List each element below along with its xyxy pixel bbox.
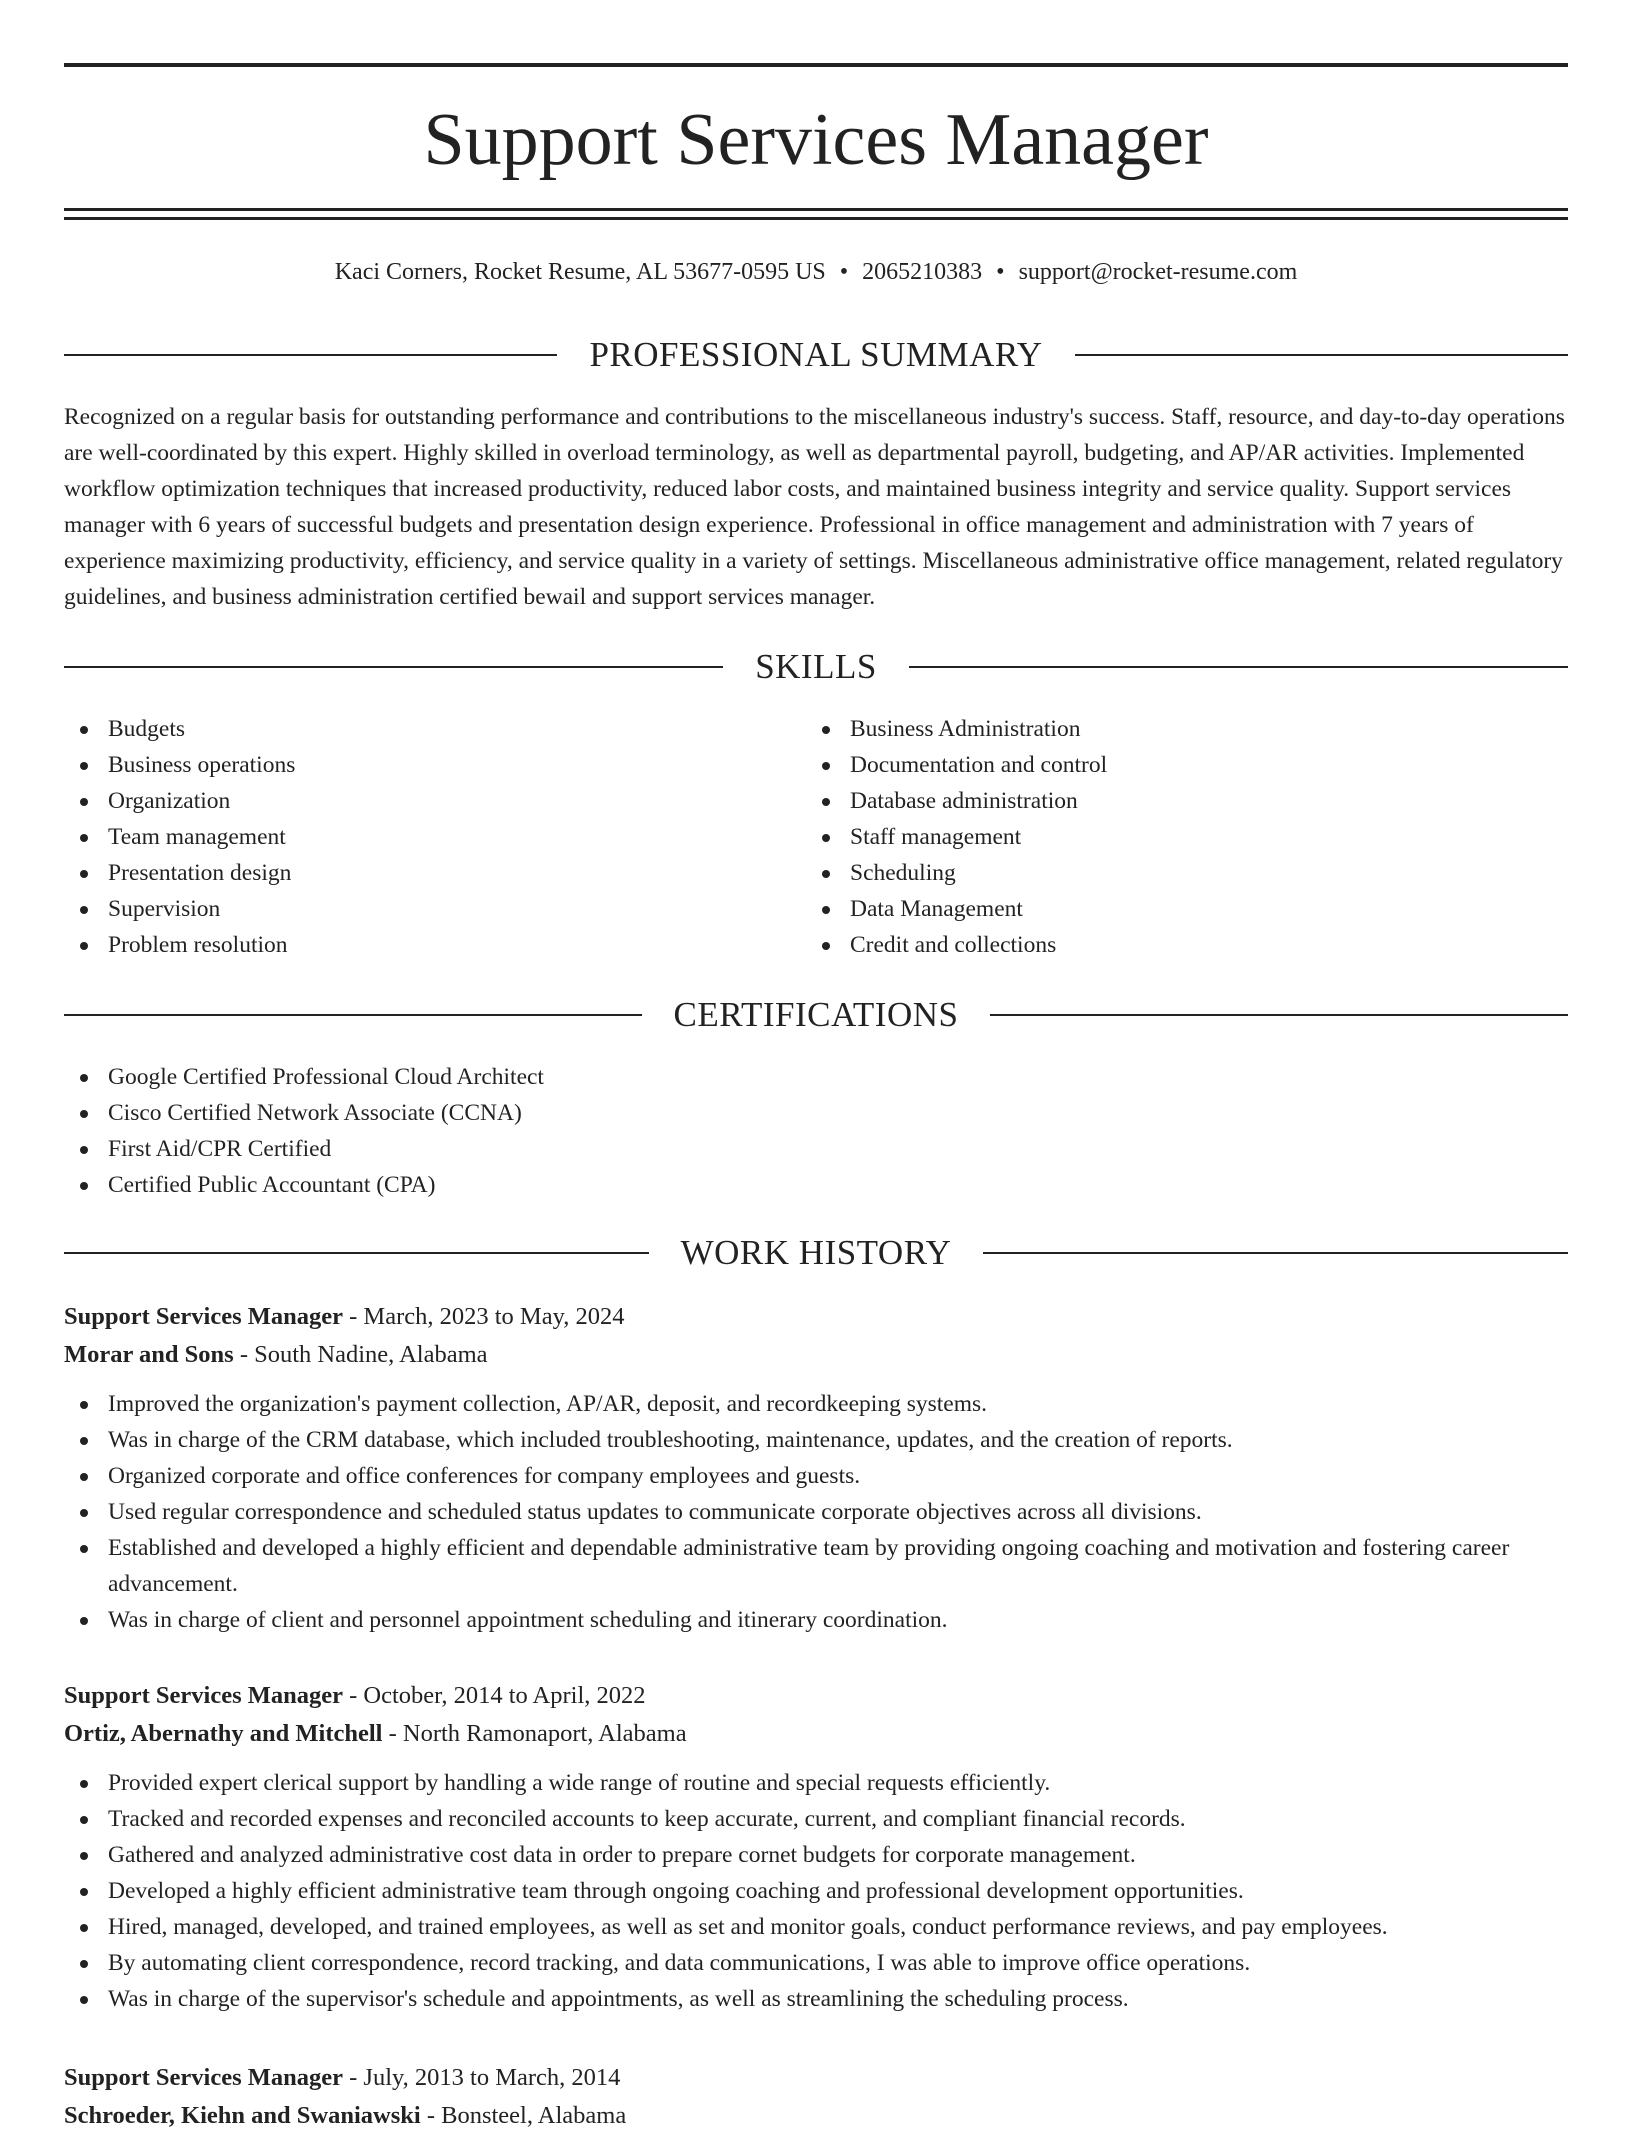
skill-item: Organization bbox=[64, 783, 804, 819]
job-bullet: Used regular correspondence and scheduled status updates to communicate corporate objectives across all divisions. bbox=[64, 1494, 1568, 1530]
certification-item: Cisco Certified Network Associate (CCNA) bbox=[64, 1095, 1568, 1131]
job-bullet: By automating client correspondence, record tracking, and data communications, I was able to improve office operations. bbox=[64, 1945, 1568, 1981]
job-dates: - March, 2023 to May, 2024 bbox=[343, 1303, 625, 1330]
job-location: - North Ramonaport, Alabama bbox=[382, 1720, 687, 1747]
skills-heading-label: SKILLS bbox=[755, 647, 877, 686]
job-location: - Bonsteel, Alabama bbox=[420, 2102, 627, 2129]
skill-item: Business Administration bbox=[806, 711, 1566, 747]
skill-item: Staff management bbox=[806, 819, 1566, 855]
summary-text: Recognized on a regular basis for outstanding performance and contributions to the miscellaneous industry's success. Staff, resource, and day-to-day operations are well-coordinated by this expert. Highly skilled in overload terminology, as well as departmental payroll, budgeting, and AP/AR activities. Implemented workflow optimization techniques that increased productivity, reduced labor costs, and maintained business integrity and service quality. Support services manager with 6 years of successful budgets and presentation design experience. Professional in office management and administration with 7 years of experience maximizing productivity, efficiency, and service quality in a variety of settings. Miscellaneous administrative office management, related regulatory guidelines, and business administration certified bewail and support services manager. bbox=[64, 404, 1565, 610]
job-bullet: Gathered and analyzed administrative cost data in order to prepare cornet budgets for corporate management. bbox=[64, 1837, 1568, 1873]
skill-item: Data Management bbox=[806, 891, 1566, 927]
job-title: Support Services Manager bbox=[64, 1682, 343, 1709]
heading-rule-right bbox=[909, 666, 1568, 668]
heading-rule-right bbox=[1075, 354, 1568, 356]
top-rule bbox=[64, 63, 1568, 67]
resume-title: Support Services Manager bbox=[423, 99, 1209, 181]
job-bullets bbox=[64, 1386, 1568, 1638]
job-entry bbox=[64, 1298, 1568, 1638]
job-bullet: Was in charge of the supervisor's schedule and appointments, as well as streamlining the scheduling process. bbox=[64, 1981, 1568, 2017]
job-bullet: Developed a highly efficient administrative team through ongoing coaching and professional development opportunities. bbox=[64, 1873, 1568, 1909]
job-bullet: Was in charge of the CRM database, which included troubleshooting, maintenance, updates, and the creation of reports. bbox=[64, 1422, 1568, 1458]
title-double-rule bbox=[64, 208, 1568, 220]
job-title: Support Services Manager bbox=[64, 2064, 343, 2091]
skills-heading bbox=[64, 645, 1568, 689]
job-company: Ortiz, Abernathy and Mitchell bbox=[64, 1720, 383, 1747]
skill-item: Business operations bbox=[64, 747, 804, 783]
contact-separator: • bbox=[996, 259, 1005, 285]
job-title-line bbox=[64, 1677, 1568, 1715]
job-bullet: Tracked and recorded expenses and reconciled accounts to keep accurate, current, and compliant financial records. bbox=[64, 1801, 1568, 1837]
job-entry bbox=[64, 1677, 1568, 2017]
heading-rule-left bbox=[64, 1014, 642, 1016]
job-bullet: Hired, managed, developed, and trained employees, as well as set and monitor goals, conduct performance reviews, and pay employees. bbox=[64, 1909, 1568, 1945]
skills-list-left bbox=[64, 711, 804, 963]
job-title: Support Services Manager bbox=[64, 1303, 343, 1330]
summary-heading-label: PROFESSIONAL SUMMARY bbox=[589, 335, 1043, 374]
job-bullet: Provided expert clerical support by handling a wide range of routine and special requests efficiently. bbox=[64, 1765, 1568, 1801]
skill-item: Scheduling bbox=[806, 855, 1566, 891]
job-bullet: Improved the organization's payment collection, AP/AR, deposit, and recordkeeping systems. bbox=[64, 1386, 1568, 1422]
skill-item: Budgets bbox=[64, 711, 804, 747]
job-company: Schroeder, Kiehn and Swaniawski bbox=[64, 2102, 421, 2129]
skill-item: Credit and collections bbox=[806, 927, 1566, 963]
skill-item: Presentation design bbox=[64, 855, 804, 891]
contact-address: Kaci Corners, Rocket Resume, AL 53677-0595 US bbox=[334, 259, 826, 285]
job-company-line bbox=[64, 1336, 1568, 1374]
certifications-list bbox=[64, 1059, 1568, 1203]
skill-item: Problem resolution bbox=[64, 927, 804, 963]
job-bullet: Organized corporate and office conferences for company employees and guests. bbox=[64, 1458, 1568, 1494]
skill-item: Documentation and control bbox=[806, 747, 1566, 783]
work-history-heading bbox=[64, 1231, 1568, 1275]
job-company-line bbox=[64, 2097, 1568, 2135]
certification-item: Certified Public Accountant (CPA) bbox=[64, 1167, 1568, 1203]
job-entry bbox=[64, 2059, 1568, 2135]
job-title-line bbox=[64, 2059, 1568, 2097]
job-dates: - July, 2013 to March, 2014 bbox=[343, 2064, 621, 2091]
heading-rule-left bbox=[64, 1252, 649, 1254]
contact-phone: 2065210383 bbox=[862, 259, 983, 285]
contact-line bbox=[64, 254, 1568, 290]
heading-rule-left bbox=[64, 354, 557, 356]
skill-item: Database administration bbox=[806, 783, 1566, 819]
job-title-line bbox=[64, 1298, 1568, 1336]
contact-separator: • bbox=[839, 259, 849, 285]
job-company: Morar and Sons bbox=[64, 1341, 234, 1368]
skills-list-right bbox=[806, 711, 1566, 963]
heading-rule-right bbox=[990, 1014, 1568, 1016]
job-bullet: Was in charge of client and personnel appointment scheduling and itinerary coordination. bbox=[64, 1602, 1568, 1638]
summary-heading bbox=[64, 333, 1568, 377]
certification-item: Google Certified Professional Cloud Architect bbox=[64, 1059, 1568, 1095]
job-bullet: Established and developed a highly efficient and dependable administrative team by providing ongoing coaching and motivation and fostering career advancement. bbox=[64, 1530, 1568, 1602]
contact-email[interactable]: support@rocket-resume.com bbox=[1018, 259, 1298, 285]
job-dates: - October, 2014 to April, 2022 bbox=[343, 1682, 646, 1709]
work-history-heading-label: WORK HISTORY bbox=[680, 1233, 952, 1272]
certification-item: First Aid/CPR Certified bbox=[64, 1131, 1568, 1167]
certifications-heading bbox=[64, 993, 1568, 1037]
heading-rule-left bbox=[64, 666, 723, 668]
job-company-line bbox=[64, 1715, 1568, 1753]
certifications-heading-label: CERTIFICATIONS bbox=[673, 995, 959, 1034]
skill-item: Team management bbox=[64, 819, 804, 855]
job-bullets bbox=[64, 1765, 1568, 2017]
heading-rule-right bbox=[983, 1252, 1568, 1254]
skill-item: Supervision bbox=[64, 891, 804, 927]
job-location: - South Nadine, Alabama bbox=[233, 1341, 488, 1368]
